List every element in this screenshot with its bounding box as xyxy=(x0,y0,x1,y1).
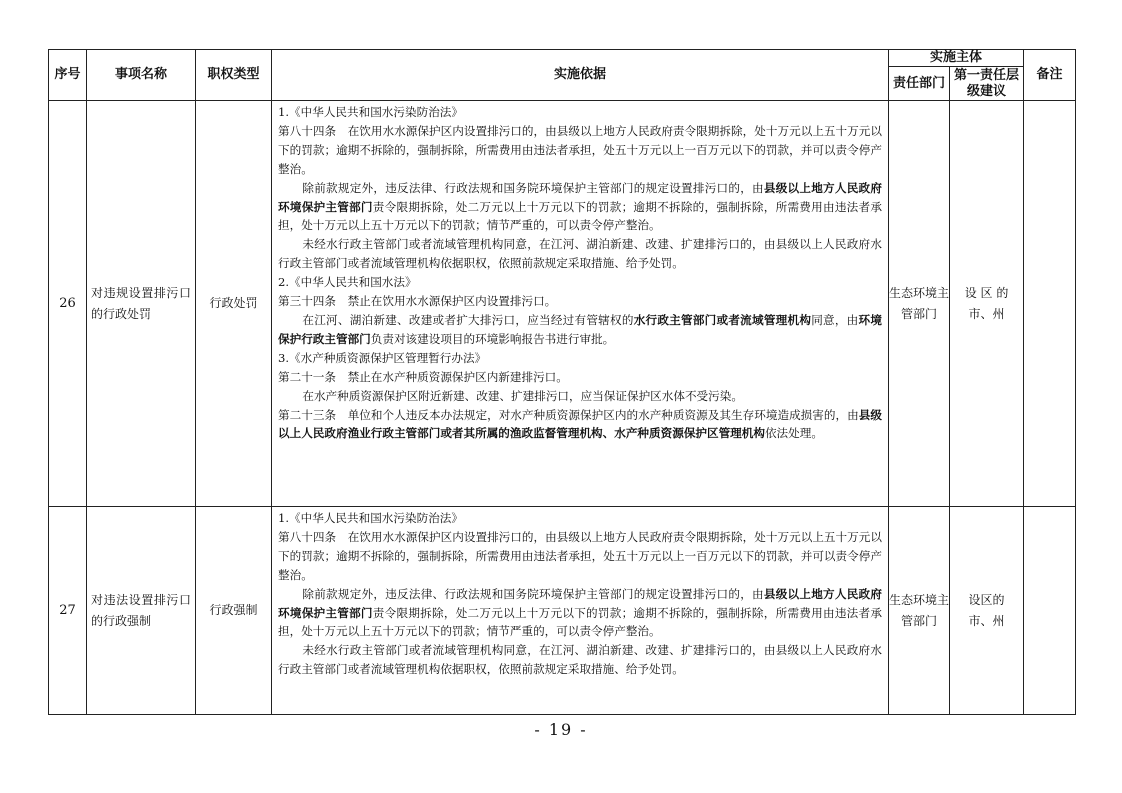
row-dept: 生态环境主管部门 xyxy=(889,507,950,715)
table-row xyxy=(49,507,1076,715)
page-number: - 19 - xyxy=(534,720,588,739)
basis-text: 负责对该建设项目的环境影响报告书进行审批。 xyxy=(370,331,615,346)
header-subject: 实施主体 xyxy=(889,50,1024,67)
basis-bold-text: 水行政主管部门或者流域管理机构 xyxy=(633,312,812,327)
basis-text: 3.《水产种质资源保护区管理暂行办法》 xyxy=(278,350,487,365)
table-row xyxy=(49,101,1076,507)
basis-text: 1.《中华人民共和国水污染防治法》 xyxy=(278,105,463,119)
header-item-name: 事项名称 xyxy=(87,50,196,101)
basis-text: 同意，由 xyxy=(811,312,859,327)
row-item-name: 对违法设置排污口的行政强制 xyxy=(87,507,196,715)
basis-text: 第二十三条 单位和个人违反本办法规定，对水产种质资源保护区内的水产种质资源及其生存环境造成损害的，由 xyxy=(278,407,859,422)
row-remark xyxy=(1024,101,1076,507)
row-basis xyxy=(272,101,889,507)
basis-paragraph xyxy=(278,235,882,273)
basis-text: 2.《中华人民共和国水法》 xyxy=(278,275,417,290)
basis-paragraph xyxy=(278,368,882,387)
basis-bold-text: 县级以上地方人民政府环境保护主管部门 xyxy=(278,180,882,214)
row-seq: 26 xyxy=(49,101,87,507)
basis-paragraph xyxy=(278,641,882,679)
header-power-type: 职权类型 xyxy=(196,50,272,101)
basis-text: 第二十一条 禁止在水产种质资源保护区内新建排污口。 xyxy=(278,369,568,384)
basis-paragraph xyxy=(278,179,882,236)
basis-text: 第三十四条 禁止在饮用水水源保护区内设置排污口。 xyxy=(278,294,557,309)
basis-paragraph xyxy=(278,311,882,349)
basis-paragraph xyxy=(278,585,882,642)
basis-text: 除前款规定外，违反法律、行政法规和国务院环境保护主管部门的规定设置排污口的，由 xyxy=(302,180,764,195)
authority-table xyxy=(48,49,1076,715)
basis-text: 未经水行政主管部门或者流域管理机构同意，在江河、湖泊新建、改建、扩建排污口的，由县级以上人民政府水行政主管部门或者流域管理机构依据职权，依照前款规定采取措施、给予处罚。 xyxy=(278,237,882,271)
basis-bold-text: 县级以上地方人民政府环境保护主管部门 xyxy=(278,586,882,620)
basis-text: 在水产种质资源保护区附近新建、改建、扩建排污口，应当保证保护区水体不受污染。 xyxy=(302,388,743,403)
basis-paragraph xyxy=(278,349,882,368)
header-remark: 备注 xyxy=(1024,50,1076,101)
row-dept: 生态环境主管部门 xyxy=(889,101,950,507)
basis-text: 依法处理。 xyxy=(764,426,823,441)
basis-paragraph xyxy=(278,292,882,311)
basis-text: 责令限期拆除，处二万元以上十万元以下的罚款；逾期不拆除的，强制拆除，所需费用由违法者承担，处十万元以上五十万元以下的罚款；情节严重的，可以责令停产整治。 xyxy=(278,199,882,233)
basis-bold-text: 县级以上人民政府渔业行政主管部门或者其所属的渔政监督管理机构、水产种质资源保护区管理机构 xyxy=(278,407,882,441)
row-power-type: 行政处罚 xyxy=(196,101,272,507)
header-dept: 责任部门 xyxy=(889,67,950,101)
header-basis: 实施依据 xyxy=(272,50,889,101)
basis-text: 在江河、湖泊新建、改建或者扩大排污口，应当经过有管辖权的 xyxy=(302,312,634,327)
header-seq: 序号 xyxy=(49,50,87,101)
basis-paragraph xyxy=(278,509,882,528)
row-level: 设区的市、州 xyxy=(950,507,1024,715)
row-seq: 27 xyxy=(49,507,87,715)
basis-paragraph xyxy=(278,103,882,122)
basis-text: 责令限期拆除，处二万元以上十万元以下的罚款；逾期不拆除的，强制拆除，所需费用由违法者承担，处十万元以上五十万元以下的罚款；情节严重的，可以责令停产整治。 xyxy=(278,605,882,639)
row-remark xyxy=(1024,507,1076,715)
row-power-type: 行政强制 xyxy=(196,507,272,715)
basis-paragraph xyxy=(278,406,882,444)
header-level: 第一责任层级建议 xyxy=(950,67,1024,101)
basis-text: 除前款规定外，违反法律、行政法规和国务院环境保护主管部门的规定设置排污口的，由 xyxy=(302,586,764,601)
basis-paragraph xyxy=(278,122,882,179)
basis-text: 第八十四条 在饮用水水源保护区内设置排污口的，由县级以上地方人民政府责令限期拆除，处十万元以上五十万元以下的罚款；逾期不拆除的，强制拆除，所需费用由违法者承担，处五十万元以上一百万元以下的罚款，并可以责令停产整治。 xyxy=(278,529,882,582)
basis-bold-text: 环境保护行政主管部门 xyxy=(278,312,882,346)
row-item-name: 对违规设置排污口的行政处罚 xyxy=(87,101,196,507)
row-basis xyxy=(272,507,889,715)
basis-text: 第八十四条 在饮用水水源保护区内设置排污口的，由县级以上地方人民政府责令限期拆除，处十万元以上五十万元以下的罚款；逾期不拆除的，强制拆除，所需费用由违法者承担，处五十万元以上一百万元以下的罚款，并可以责令停产整治。 xyxy=(278,123,882,176)
basis-paragraph xyxy=(278,273,882,292)
basis-text: 未经水行政主管部门或者流域管理机构同意，在江河、湖泊新建、改建、扩建排污口的，由县级以上人民政府水行政主管部门或者流域管理机构依据职权，依照前款规定采取措施、给予处罚。 xyxy=(278,643,882,677)
basis-paragraph xyxy=(278,528,882,585)
basis-text: 1.《中华人民共和国水污染防治法》 xyxy=(278,511,463,525)
row-level: 设 区 的市、州 xyxy=(950,101,1024,507)
basis-paragraph xyxy=(278,387,882,406)
